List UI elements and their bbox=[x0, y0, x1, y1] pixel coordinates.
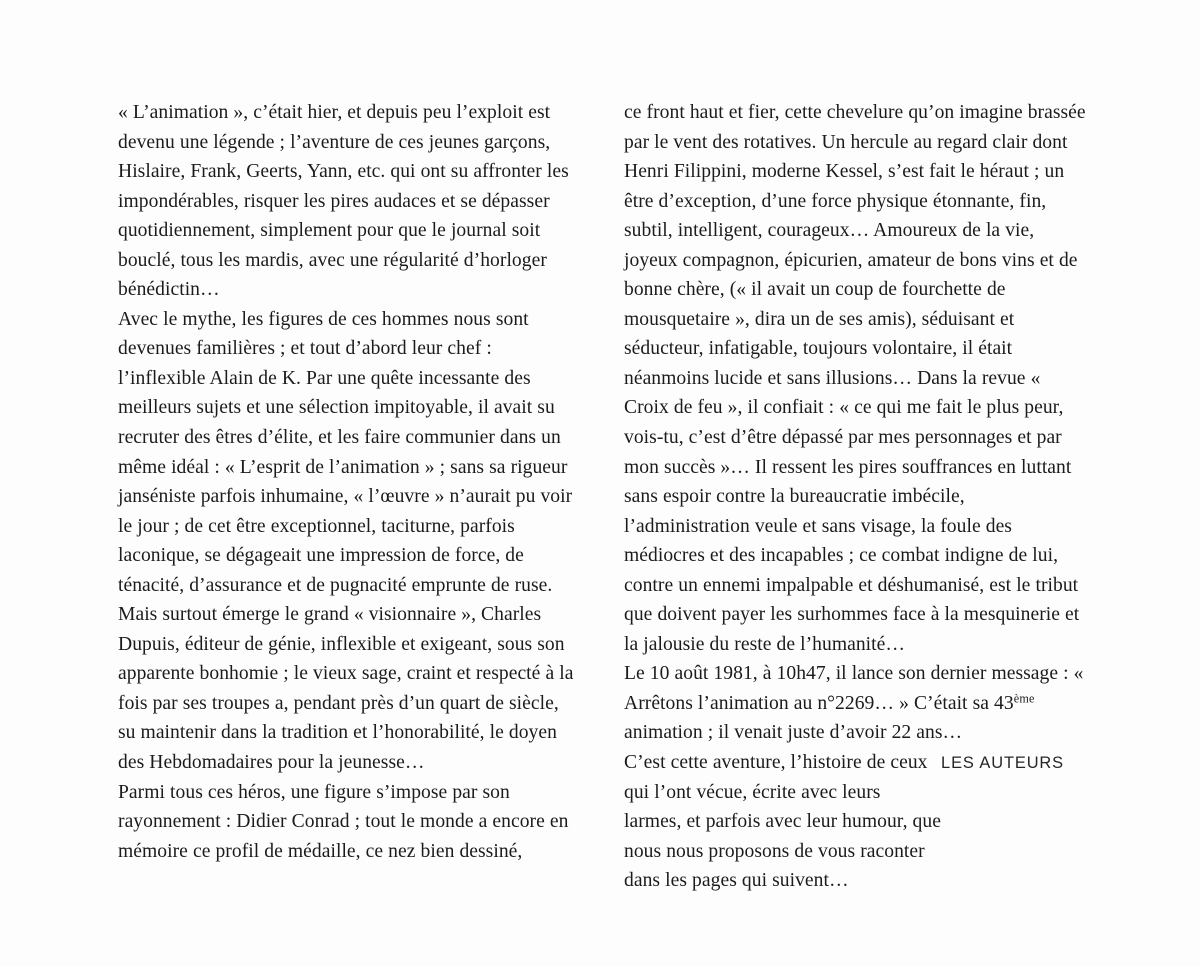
right-text-column bbox=[624, 98, 1086, 896]
ordinal-suffix-superscript: ème bbox=[1013, 691, 1035, 706]
closing-body: C’est cette aventure, l’histoire de ceux qui l’ont vécue, écrite avec leurs larmes, et parfois avec leur humour, que nous nous proposons de vous raconter dans les bbox=[624, 752, 941, 892]
dernier-message-tail: animation ; il venait juste d’avoir 22 ans… bbox=[624, 722, 963, 744]
dernier-message-lead: Le 10 août 1981, à 10h47, il lance son dernier message : « Arrêtons l’animation au n°2269… » C’était sa bbox=[624, 663, 1084, 714]
signature-les-auteurs: LES AUTEURS bbox=[941, 754, 1064, 773]
ordinal-number: 43 bbox=[994, 692, 1014, 714]
closing-text bbox=[624, 748, 941, 896]
closing-tail: pages qui suivent… bbox=[692, 870, 849, 892]
left-text-column bbox=[118, 98, 580, 866]
two-column-text-block bbox=[118, 98, 1086, 896]
paragraph-closing-with-signature bbox=[624, 748, 1086, 896]
paragraph-didier-conrad: Parmi tous ces héros, une figure s’impose par son rayonnement : Didier Conrad ; tout le monde a encore en mémoire ce profil de médaille, ce nez bien dessiné, bbox=[118, 781, 569, 862]
paragraph-dernier-message bbox=[624, 659, 1086, 748]
paragraph-portrait-suite: ce front haut et fier, cette chevelure qu’on imagine brassée par le vent des rotatives. Un hercule au regard clair dont Henri Filippini, moderne Kessel, s’est fait le héraut ; un être d’exception, d’une force physique étonnante, fin, subtil, intelligent, courageux… Amoureux de la vie, joyeux compagnon, épicurien, amateur de bons vins et de bonne chère, (« il avait un coup de fourchette de mousquetaire », dira un de ses amis), séduisant et séducteur, infatigable, toujours volontaire, il était néanmoins lucide et sans illusions… Dans la revue « Croix de feu », il confiait : « ce qui me fait le plus peur, vois-tu, c’est d’être dépassé par mes personnages et par mon succès »… Il ressent les pires souffrances en luttant sans espoir contre la bureaucratie imbécile, l’administration veule et sans visage, la foule des médiocres et des incapables ; ce combat indigne de lui, contre un ennemi impalpable et déshumanisé, est le tribut que doivent payer les surhommes face à la mesquinerie et la jalousie du reste de l’humanité… bbox=[624, 102, 1086, 655]
paragraph-animation-legend: « L’animation », c’était hier, et depuis peu l’exploit est devenu une légende ; l’aventure de ces jeunes garçons, Hislaire, Frank, Geerts, Yann, etc. qui ont su affronter les impondérables, risquer les pires audaces et se dépasser quotidiennement, simplement pour que le journal soit bouclé, tous les mardis, avec une régularité d’horloger bénédictin… bbox=[118, 102, 569, 301]
paragraph-charles-dupuis: Mais surtout émerge le grand « visionnaire », Charles Dupuis, éditeur de génie, inflexible et exigeant, sous son apparente bonhomie ; le vieux sage, craint et respecté à la fois par ses troupes a, pendant près d’un quart de siècle, su maintenir dans la tradition et l’honorabilité, le doyen des Hebdomadaires pour la jeunesse… bbox=[118, 604, 574, 774]
paragraph-avec-le-mythe: Avec le mythe, les figures de ces hommes nous sont devenues familières ; et tout d’abord leur chef : l’inflexible Alain de K. Par une quête incessante des meilleurs sujets et une sélection impitoyable, il avait su recruter des êtres d’élite, et les faire communier dans un même idéal : « L’esprit de l’animation » ; sans sa rigueur janséniste parfois inhumaine, « l’œuvre » n’aurait pu voir le jour ; de cet être exceptionnel, taciturne, parfois laconique, se dégageait une impression de force, de ténacité, d’assurance et de pugnacité emprunte de ruse. bbox=[118, 308, 573, 596]
